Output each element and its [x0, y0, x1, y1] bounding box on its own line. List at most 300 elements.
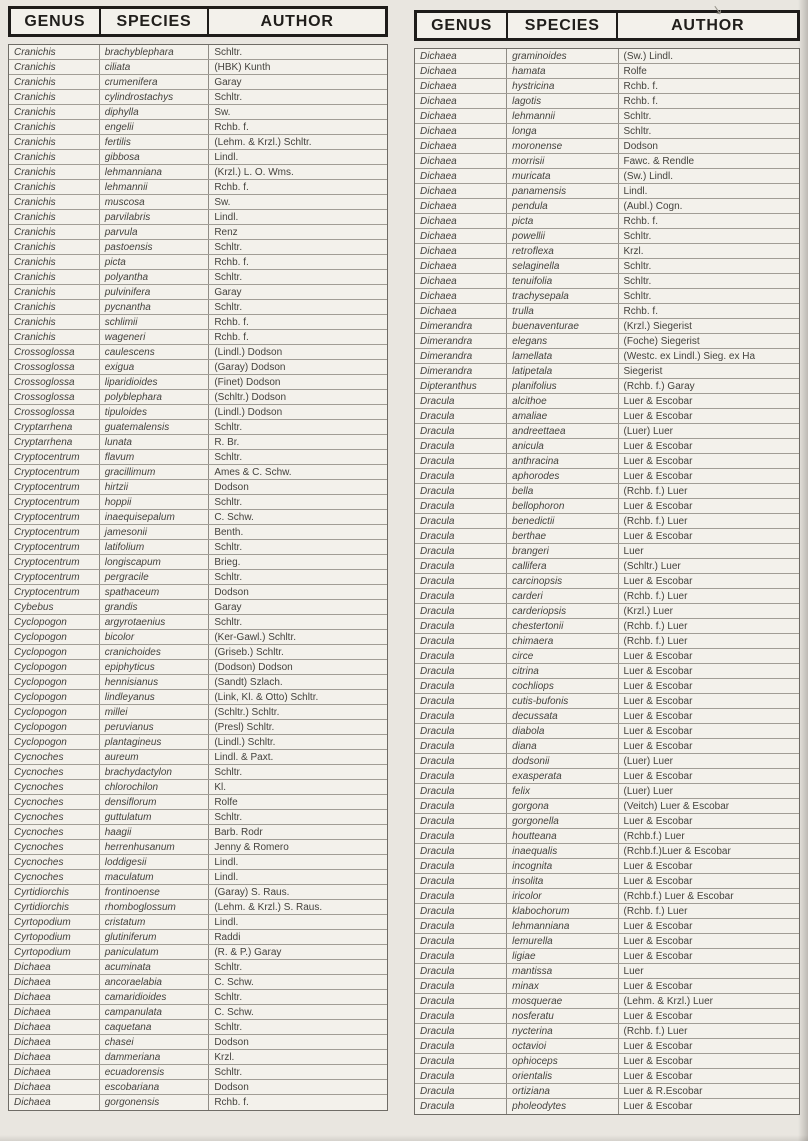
species-cell: lamellata	[507, 349, 618, 363]
author-cell: (Garay) Dodson	[214, 362, 286, 373]
genus-cell: Cranichis	[9, 165, 100, 179]
table-row	[415, 154, 799, 169]
genus-cell: Cranichis	[9, 315, 100, 329]
author-cell: Luer & Escobar	[623, 501, 693, 512]
species-cell: parvilabris	[100, 210, 210, 224]
genus-cell: Dracula	[415, 589, 507, 603]
genus-cell: Dracula	[415, 544, 507, 558]
author-cell: Luer & Escobar	[623, 876, 693, 887]
author-cell: Luer & Escobar	[623, 726, 693, 737]
author-cell: (Presl) Schltr.	[214, 722, 275, 733]
table-row	[415, 529, 799, 544]
table-row	[9, 735, 387, 750]
genus-cell: Cryptarrhena	[9, 435, 100, 449]
species-cell: plantagineus	[100, 735, 210, 749]
table-row	[9, 510, 387, 525]
table-row	[415, 1024, 799, 1039]
author-cell: Luer & Escobar	[623, 771, 693, 782]
table-row	[415, 199, 799, 214]
table-row	[415, 769, 799, 784]
table-row	[9, 495, 387, 510]
author-cell: Schltr.	[214, 992, 243, 1003]
genus-cell: Dracula	[415, 919, 507, 933]
author-cell: Schltr.	[623, 261, 652, 272]
genus-cell: Dracula	[415, 454, 507, 468]
author-cell: (Lehm. & Krzl.) Schltr.	[214, 137, 312, 148]
author-cell: Sw.	[214, 197, 231, 208]
author-cell: Schltr.	[214, 1022, 243, 1033]
author-cell: (Sandt) Szlach.	[214, 677, 283, 688]
table-row	[9, 915, 387, 930]
table-row	[9, 480, 387, 495]
species-cell: lehmannii	[100, 180, 210, 194]
genus-cell: Dracula	[415, 964, 507, 978]
species-cell: polyantha	[100, 270, 210, 284]
species-cell: loddigesii	[100, 855, 210, 869]
table-row	[415, 304, 799, 319]
genus-cell: Dichaea	[9, 975, 100, 989]
genus-cell: Dichaea	[415, 304, 507, 318]
genus-cell: Cyclopogon	[9, 615, 100, 629]
species-cell: ophioceps	[507, 1054, 618, 1068]
author-cell: (Sw.) Lindl.	[623, 51, 673, 62]
species-cell: houtteana	[507, 829, 618, 843]
species-cell: lemurella	[507, 934, 618, 948]
author-cell: Luer & Escobar	[623, 651, 693, 662]
author-cell: Schltr.	[214, 617, 243, 628]
table-row	[9, 120, 387, 135]
author-cell: Rchb. f.	[214, 332, 249, 343]
table-row	[9, 810, 387, 825]
species-cell: inaequalis	[507, 844, 618, 858]
table-row	[415, 859, 799, 874]
genus-cell: Cranichis	[9, 300, 100, 314]
author-cell: Kl.	[214, 782, 226, 793]
author-cell: Dodson	[214, 1082, 249, 1093]
author-cell: Luer & Escobar	[623, 396, 693, 407]
author-cell: Rchb. f.	[214, 182, 249, 193]
table-row	[415, 64, 799, 79]
table-row	[9, 150, 387, 165]
author-cell: C. Schw.	[214, 512, 254, 523]
table-row	[9, 1080, 387, 1095]
author-cell: Rchb. f.	[214, 317, 249, 328]
table-row	[9, 285, 387, 300]
species-cell: alcithoe	[507, 394, 618, 408]
species-cell: gorgonella	[507, 814, 618, 828]
species-cell: iricolor	[507, 889, 618, 903]
species-cell: powellii	[507, 229, 618, 243]
author-cell: Luer & Escobar	[623, 531, 693, 542]
table-row	[9, 870, 387, 885]
author-cell: Schltr.	[623, 126, 652, 137]
author-cell: (HBK) Kunth	[214, 62, 271, 73]
species-cell: lehmannii	[507, 109, 618, 123]
table-row	[9, 1095, 387, 1110]
species-cell: felix	[507, 784, 618, 798]
species-cell: bellophoron	[507, 499, 618, 513]
author-cell: Luer & Escobar	[623, 936, 693, 947]
species-cell: lindleyanus	[100, 690, 210, 704]
author-cell: Garay	[214, 77, 242, 88]
species-cell: guttulatum	[100, 810, 210, 824]
table-row	[9, 240, 387, 255]
species-cell: latifolium	[100, 540, 210, 554]
genus-cell: Dracula	[415, 1009, 507, 1023]
author-cell: Dodson	[214, 587, 249, 598]
table-row	[9, 135, 387, 150]
genus-cell: Cyclopogon	[9, 675, 100, 689]
table-row	[9, 705, 387, 720]
species-cell: tenuifolia	[507, 274, 618, 288]
genus-cell: Cryptarrhena	[9, 420, 100, 434]
table-row	[9, 690, 387, 705]
author-cell: (Veitch) Luer & Escobar	[623, 801, 730, 812]
scan-edge-shadow-bottom	[0, 1135, 808, 1141]
genus-cell: Dichaea	[415, 169, 507, 183]
species-cell: exigua	[100, 360, 210, 374]
table-row	[415, 334, 799, 349]
species-cell: caquetana	[100, 1020, 210, 1034]
header-cell-species: SPECIES	[101, 9, 209, 34]
table-row	[415, 739, 799, 754]
species-cell: andreettaea	[507, 424, 618, 438]
genus-cell: Dracula	[415, 409, 507, 423]
author-cell: Schltr.	[214, 767, 243, 778]
author-cell: Luer & Escobar	[623, 1011, 693, 1022]
species-cell: mantissa	[507, 964, 618, 978]
table-row	[415, 589, 799, 604]
species-cell: flavum	[100, 450, 210, 464]
genus-cell: Cranichis	[9, 90, 100, 104]
author-cell: Schltr.	[214, 497, 243, 508]
species-cell: pergracile	[100, 570, 210, 584]
species-cell: tipuloides	[100, 405, 210, 419]
table-row	[415, 724, 799, 739]
table-row	[9, 885, 387, 900]
author-cell: Luer & Escobar	[623, 951, 693, 962]
genus-cell: Cycnoches	[9, 840, 100, 854]
table-row	[9, 360, 387, 375]
table-row	[415, 1039, 799, 1054]
genus-cell: Cryptocentrum	[9, 525, 100, 539]
genus-cell: Cranichis	[9, 45, 100, 59]
author-cell: Schltr.	[214, 242, 243, 253]
author-cell: (Rchb. f.) Luer	[623, 621, 688, 632]
genus-cell: Cycnoches	[9, 795, 100, 809]
author-cell: C. Schw.	[214, 1007, 254, 1018]
genus-cell: Dichaea	[415, 154, 507, 168]
table-row	[415, 979, 799, 994]
species-cell: pulvinifera	[100, 285, 210, 299]
species-cell: dammeriana	[100, 1050, 210, 1064]
species-cell: paniculatum	[100, 945, 210, 959]
species-cell: engelii	[100, 120, 210, 134]
table-row	[415, 289, 799, 304]
genus-cell: Cycnoches	[9, 780, 100, 794]
species-cell: spathaceum	[100, 585, 210, 599]
genus-cell: Cranichis	[9, 135, 100, 149]
species-table	[8, 44, 388, 1111]
genus-cell: Dichaea	[415, 199, 507, 213]
table-row	[9, 555, 387, 570]
genus-cell: Cyrtopodium	[9, 915, 100, 929]
species-cell: dodsonii	[507, 754, 618, 768]
species-cell: retroflexa	[507, 244, 618, 258]
author-cell: Brieg.	[214, 557, 241, 568]
table-row	[9, 300, 387, 315]
species-cell: fertilis	[100, 135, 210, 149]
table-row	[9, 930, 387, 945]
table-row	[9, 855, 387, 870]
species-cell: citrina	[507, 664, 618, 678]
author-cell: (Lehm. & Krzl.) Luer	[623, 996, 713, 1007]
table-row	[415, 469, 799, 484]
table-row	[9, 435, 387, 450]
table-row	[9, 210, 387, 225]
species-cell: insolita	[507, 874, 618, 888]
author-cell: Lindl.	[214, 917, 239, 928]
species-cell: minax	[507, 979, 618, 993]
author-cell: (Lindl.) Dodson	[214, 407, 283, 418]
species-cell: hystricina	[507, 79, 618, 93]
table-row	[415, 904, 799, 919]
genus-cell: Dracula	[415, 724, 507, 738]
table-row	[9, 975, 387, 990]
species-cell: picta	[100, 255, 210, 269]
table-row	[415, 49, 799, 64]
author-cell: Lindl.	[214, 857, 239, 868]
species-cell: peruvianus	[100, 720, 210, 734]
author-cell: Luer & Escobar	[623, 711, 693, 722]
genus-cell: Dichaea	[9, 1080, 100, 1094]
author-cell: Garay	[214, 287, 242, 298]
genus-cell: Cranichis	[9, 285, 100, 299]
table-row	[9, 315, 387, 330]
author-cell: Rolfe	[623, 66, 647, 77]
author-cell: (R. & P.) Garay	[214, 947, 282, 958]
genus-cell: Crossoglossa	[9, 405, 100, 419]
author-cell: Barb. Rodr	[214, 827, 263, 838]
genus-cell: Cranichis	[9, 75, 100, 89]
genus-cell: Cranichis	[9, 330, 100, 344]
author-cell: Lindl.	[214, 212, 239, 223]
genus-cell: Dracula	[415, 1024, 507, 1038]
genus-cell: Cycnoches	[9, 870, 100, 884]
table-row	[415, 1069, 799, 1084]
genus-cell: Dracula	[415, 394, 507, 408]
table-row	[9, 405, 387, 420]
species-cell: panamensis	[507, 184, 618, 198]
author-cell: (Luer) Luer	[623, 426, 673, 437]
table-row	[415, 349, 799, 364]
table-row	[415, 274, 799, 289]
table-row	[415, 889, 799, 904]
species-cell: millei	[100, 705, 210, 719]
left-table-header-row	[8, 6, 388, 37]
author-cell: Luer	[623, 966, 644, 977]
genus-cell: Cryptocentrum	[9, 510, 100, 524]
genus-cell: Dichaea	[415, 274, 507, 288]
genus-cell: Dichaea	[9, 960, 100, 974]
species-cell: liparidioides	[100, 375, 210, 389]
genus-cell: Cyclopogon	[9, 660, 100, 674]
author-cell: Krzl.	[214, 1052, 235, 1063]
author-cell: (Foche) Siegerist	[623, 336, 700, 347]
genus-cell: Dichaea	[415, 79, 507, 93]
species-cell: morrisii	[507, 154, 618, 168]
table-row	[415, 559, 799, 574]
species-cell: planifolius	[507, 379, 618, 393]
table-row	[9, 570, 387, 585]
author-cell: (Rchb. f.) Luer	[623, 591, 688, 602]
species-cell: trulla	[507, 304, 618, 318]
table-row	[415, 499, 799, 514]
genus-cell: Dichaea	[9, 1035, 100, 1049]
author-cell: Luer & Escobar	[623, 1101, 693, 1112]
species-cell: brachydactylon	[100, 765, 210, 779]
author-cell: Luer & Escobar	[623, 471, 693, 482]
author-cell: Schltr.	[623, 276, 652, 287]
genus-cell: Dracula	[415, 439, 507, 453]
table-row	[415, 484, 799, 499]
genus-cell: Dracula	[415, 1069, 507, 1083]
author-cell: Rchb. f.	[623, 96, 658, 107]
header-cell-genus: GENUS	[417, 13, 508, 38]
author-cell: Schltr.	[214, 1067, 243, 1078]
table-row	[415, 784, 799, 799]
author-cell: (Dodson) Dodson	[214, 662, 293, 673]
species-cell: pholeodytes	[507, 1099, 618, 1114]
species-cell: anthracina	[507, 454, 618, 468]
table-row	[415, 754, 799, 769]
table-row	[415, 394, 799, 409]
species-cell: grandis	[100, 600, 210, 614]
species-cell: pycnantha	[100, 300, 210, 314]
author-cell: Sw.	[214, 107, 231, 118]
table-row	[9, 1065, 387, 1080]
genus-cell: Dichaea	[415, 259, 507, 273]
species-cell: longa	[507, 124, 618, 138]
genus-cell: Dimerandra	[415, 334, 507, 348]
author-cell: Luer & Escobar	[623, 861, 693, 872]
genus-cell: Dichaea	[415, 109, 507, 123]
genus-cell: Cyclopogon	[9, 705, 100, 719]
genus-cell: Dimerandra	[415, 364, 507, 378]
species-cell: brangeri	[507, 544, 618, 558]
species-cell: diana	[507, 739, 618, 753]
species-cell: muricata	[507, 169, 618, 183]
genus-cell: Dracula	[415, 484, 507, 498]
author-cell: Luer & Escobar	[623, 411, 693, 422]
species-cell: herrenhusanum	[100, 840, 210, 854]
species-cell: berthae	[507, 529, 618, 543]
genus-cell: Dichaea	[415, 184, 507, 198]
species-cell: pastoensis	[100, 240, 210, 254]
genus-cell: Dracula	[415, 979, 507, 993]
table-row	[9, 585, 387, 600]
table-row	[415, 184, 799, 199]
species-cell: lunata	[100, 435, 210, 449]
table-row	[415, 454, 799, 469]
species-cell: buenaventurae	[507, 319, 618, 333]
author-cell: (Rchb. f.) Garay	[623, 381, 695, 392]
genus-cell: Dichaea	[9, 990, 100, 1004]
table-row	[9, 270, 387, 285]
genus-cell: Dichaea	[9, 1005, 100, 1019]
species-cell: carderiopsis	[507, 604, 618, 618]
author-cell: R. Br.	[214, 437, 240, 448]
table-row	[9, 540, 387, 555]
table-row	[9, 900, 387, 915]
species-cell: latipetala	[507, 364, 618, 378]
species-cell: ecuadorensis	[100, 1065, 210, 1079]
genus-cell: Dichaea	[415, 139, 507, 153]
genus-cell: Cyclopogon	[9, 735, 100, 749]
species-cell: caulescens	[100, 345, 210, 359]
author-cell: (Link, Kl. & Otto) Schltr.	[214, 692, 319, 703]
species-cell: lehmanniana	[507, 919, 618, 933]
table-row	[415, 319, 799, 334]
species-cell: lehmanniana	[100, 165, 210, 179]
genus-cell: Dracula	[415, 814, 507, 828]
species-cell: hoppii	[100, 495, 210, 509]
genus-cell: Dichaea	[415, 64, 507, 78]
species-cell: pendula	[507, 199, 618, 213]
genus-cell: Dracula	[415, 664, 507, 678]
table-row	[9, 420, 387, 435]
author-cell: Rchb. f.	[623, 216, 658, 227]
table-row	[9, 945, 387, 960]
author-cell: (Luer) Luer	[623, 786, 673, 797]
species-cell: octavioi	[507, 1039, 618, 1053]
table-row	[9, 45, 387, 60]
author-cell: (Rchb.f.) Luer	[623, 831, 685, 842]
genus-cell: Crossoglossa	[9, 375, 100, 389]
table-row	[9, 765, 387, 780]
left-table-panel	[8, 6, 388, 1111]
species-cell: frontinoense	[100, 885, 210, 899]
species-cell: lagotis	[507, 94, 618, 108]
author-cell: (Ker-Gawl.) Schltr.	[214, 632, 297, 643]
table-row	[9, 465, 387, 480]
author-cell: (Westc. ex Lindl.) Sieg. ex Ha	[623, 351, 756, 362]
genus-cell: Dracula	[415, 529, 507, 543]
table-row	[9, 60, 387, 75]
author-cell: (Rchb. f.) Luer	[623, 1026, 688, 1037]
table-row	[415, 694, 799, 709]
table-row	[415, 109, 799, 124]
author-cell: Luer & Escobar	[623, 576, 693, 587]
author-cell: Dodson	[214, 482, 249, 493]
header-cell-author: AUTHOR	[671, 16, 745, 34]
table-row	[9, 90, 387, 105]
genus-cell: Dichaea	[415, 244, 507, 258]
author-cell: (Schltr.) Luer	[623, 561, 681, 572]
table-row	[415, 649, 799, 664]
right-table-panel	[414, 10, 800, 1115]
table-row	[415, 124, 799, 139]
species-cell: chimaera	[507, 634, 618, 648]
species-cell: hamata	[507, 64, 618, 78]
author-cell: (Aubl.) Cogn.	[623, 201, 683, 212]
table-row	[415, 994, 799, 1009]
species-cell: carcinopsis	[507, 574, 618, 588]
table-row	[9, 330, 387, 345]
table-row	[415, 79, 799, 94]
species-cell: crumenifera	[100, 75, 210, 89]
table-row	[415, 544, 799, 559]
